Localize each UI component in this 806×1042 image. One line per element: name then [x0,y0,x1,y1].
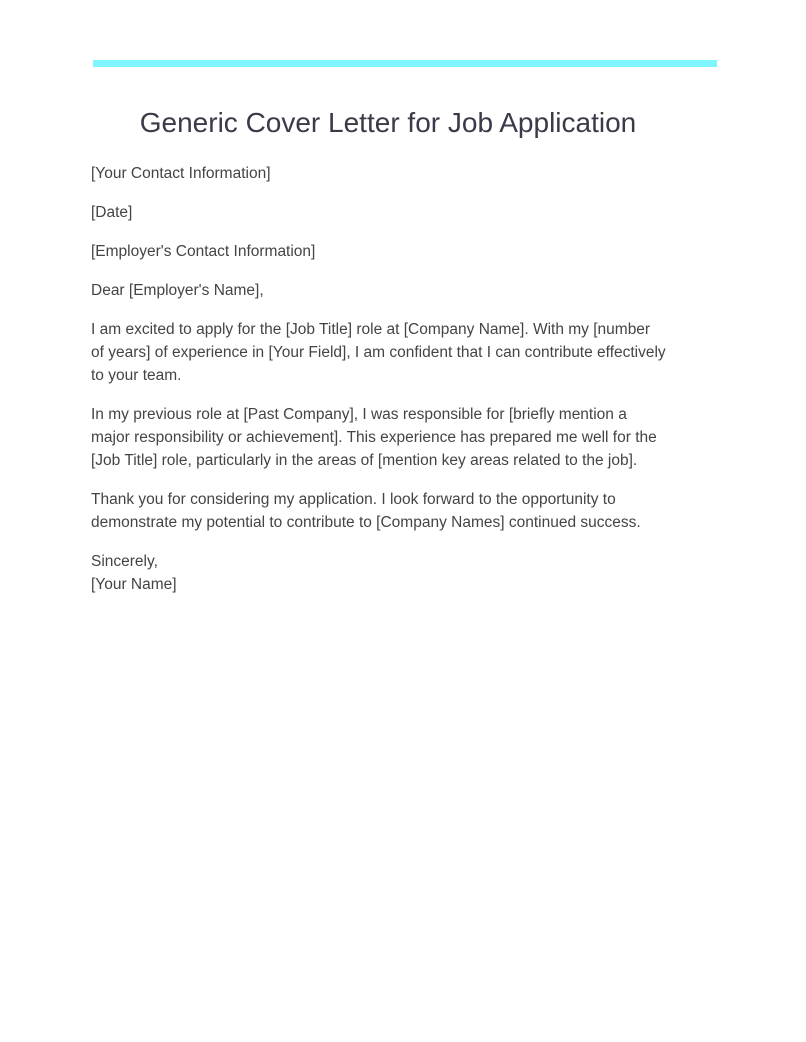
paragraph-closing-line: Thank you for considering my application. I look forward to the opportunity to [91,491,616,508]
signature-name: [Your Name] [91,576,177,593]
document-title: Generic Cover Letter for Job Application [139,107,637,138]
letter-body [91,162,691,612]
salutation: Dear [Employer's Name], [91,282,264,299]
paragraph-experience-line: In my previous role at [Past Company], I was responsible for [briefly mention a [91,406,627,423]
employer-contact-information: [Employer's Contact Information] [91,243,316,260]
paragraph-intro-line: of years] of experience in [Your Field], I am confident that I can contribute effectively [91,344,666,361]
paragraph-intro [91,318,691,387]
accent-bar [93,60,717,67]
date-line: [Date] [91,204,133,221]
paragraph-experience-line: major responsibility or achievement]. This experience has prepared me well for the [91,429,657,446]
contact-information: [Your Contact Information] [91,165,271,182]
paragraph-closing [91,488,691,534]
paragraph-intro-line: to your team. [91,367,182,384]
paragraph-intro-line: I am excited to apply for the [Job Title] role at [Company Name]. With my [number [91,321,651,338]
paragraph-closing-line: demonstrate my potential to contribute to [Company Names] continued success. [91,514,641,531]
sign-off [91,550,691,596]
paragraph-experience [91,403,691,472]
closing-word: Sincerely, [91,553,158,570]
paragraph-experience-line: [Job Title] role, particularly in the areas of [mention key areas related to the job]. [91,452,638,469]
